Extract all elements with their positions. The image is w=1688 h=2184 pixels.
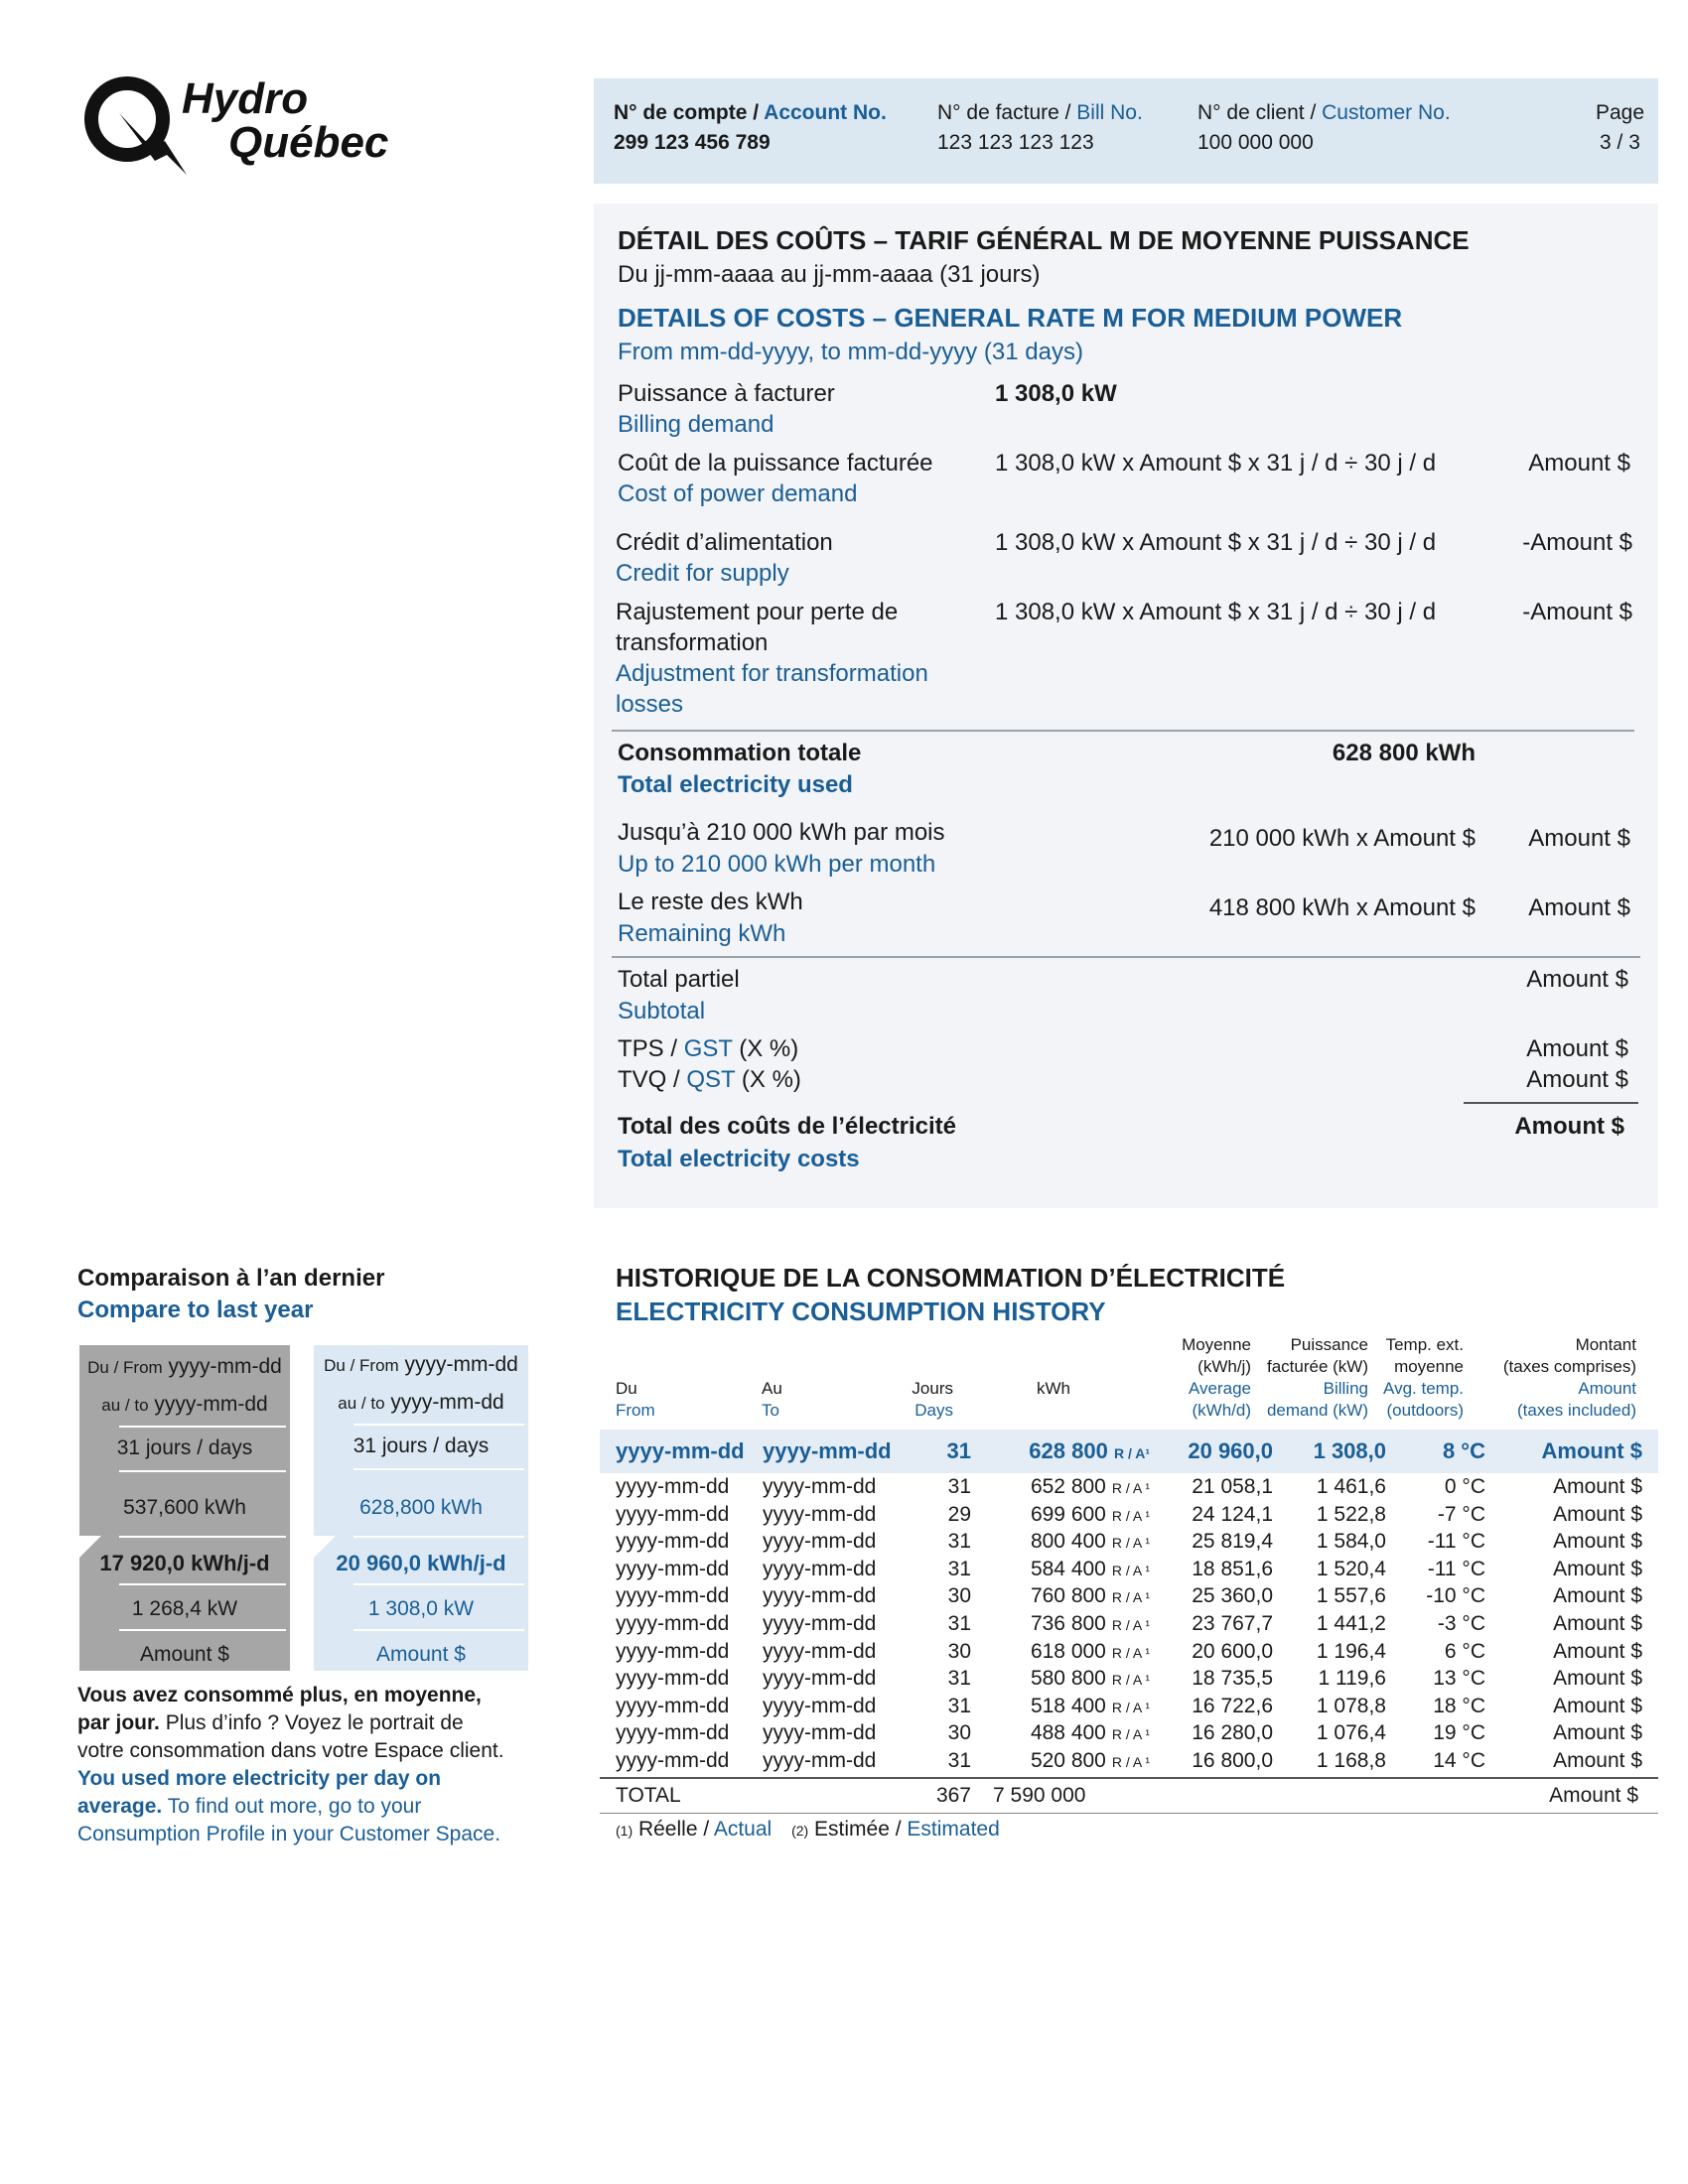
cell-from: yyyy-mm-dd xyxy=(616,1612,730,1635)
to-label: au / to xyxy=(338,1394,385,1413)
transfo-label-en-1: Adjustment for transformation xyxy=(616,660,928,687)
transfo-label-fr-1: Rajustement pour perte de xyxy=(616,599,899,625)
reading-type: R / A ¹ xyxy=(1111,1480,1150,1496)
logo-text-line1: Hydro xyxy=(182,74,309,123)
col-temp-en-2: (outdoors) xyxy=(1386,1401,1464,1420)
compare-last-amount: Amount $ xyxy=(140,1643,229,1666)
divider xyxy=(353,1424,524,1426)
billing-demand-label-fr: Puissance à facturer xyxy=(618,380,835,407)
cell-amount: Amount $ xyxy=(1553,1612,1642,1635)
table-row xyxy=(616,1610,1658,1638)
compare-current-box xyxy=(314,1345,528,1671)
gst-amount: Amount $ xyxy=(1526,1035,1628,1062)
col-days-en: Days xyxy=(914,1401,953,1420)
cell-avg: 16 280,0 xyxy=(1192,1721,1273,1745)
col-temp-en-1: Avg. temp. xyxy=(1383,1379,1464,1398)
cell-demand: 1 119,6 xyxy=(1318,1667,1386,1691)
total-used-label-en: Total electricity used xyxy=(618,771,853,798)
gst-rate: (X %) xyxy=(732,1035,799,1062)
cell-from: yyyy-mm-dd xyxy=(616,1667,730,1691)
compare-current-days: 31 jours / days xyxy=(352,1434,490,1457)
cell-avg: 16 722,6 xyxy=(1192,1694,1273,1717)
supply-credit-calc: 1 308,0 kW x Amount $ x 31 j / d ÷ 30 j / d xyxy=(995,529,1437,556)
cell-demand: 1 168,8 xyxy=(1316,1749,1386,1772)
qst-label-fr: TVQ / xyxy=(618,1066,687,1093)
reading-type: R / A ¹ xyxy=(1111,1726,1150,1743)
total-days: 367 xyxy=(935,1784,971,1807)
cell-demand: 1 461,6 xyxy=(1316,1475,1386,1498)
kwh-value: 518 400 xyxy=(1030,1694,1106,1717)
cell-temp: -11 °C xyxy=(1427,1557,1485,1580)
power-cost-label-en: Cost of power demand xyxy=(618,480,858,507)
table-row xyxy=(616,1693,1658,1720)
cell-amount: Amount $ xyxy=(1553,1749,1642,1772)
cell-demand: 1 441,2 xyxy=(1316,1612,1386,1635)
customer-label-fr: N° de client / xyxy=(1197,101,1323,124)
cell-days: 31 xyxy=(947,1612,971,1635)
customer-label-en: Customer No. xyxy=(1322,101,1451,124)
logo-text-line2: Québec xyxy=(228,118,389,167)
reading-type: R / A ¹ xyxy=(1111,1672,1150,1689)
note-fr-bold-2: par jour. xyxy=(77,1711,160,1734)
cell-days: 30 xyxy=(947,1721,971,1745)
customer-number-block xyxy=(1197,98,1451,158)
kwh-value: 520 800 xyxy=(1030,1749,1106,1772)
cell-demand: 1 584,0 xyxy=(1316,1530,1386,1554)
col-demand-fr-1: Puissance xyxy=(1290,1335,1368,1354)
billing-demand-label-en: Billing demand xyxy=(618,411,774,438)
power-cost-amount: Amount $ xyxy=(1528,450,1630,477)
page-number-block xyxy=(1596,98,1644,158)
account-number-block xyxy=(614,98,887,158)
history-total-row xyxy=(616,1782,1658,1810)
cell-avg: 24 124,1 xyxy=(1192,1502,1273,1526)
cell-from: yyyy-mm-dd xyxy=(616,1502,730,1526)
cell-to: yyyy-mm-dd xyxy=(763,1530,877,1554)
cell-demand: 1 196,4 xyxy=(1316,1639,1386,1663)
total-label: TOTAL xyxy=(616,1784,681,1807)
bill-label-fr: N° de facture / xyxy=(937,101,1077,124)
details-title-fr: DÉTAIL DES COÛTS – TARIF GÉNÉRAL M DE MOYENNE PUISSANCE xyxy=(618,225,1470,255)
note-en-bold: You used more electricity per day on xyxy=(77,1767,442,1790)
cell-from: yyyy-mm-dd xyxy=(616,1530,730,1554)
reading-type: R / A ¹ xyxy=(1111,1535,1150,1552)
divider xyxy=(119,1536,286,1538)
cell-from: yyyy-mm-dd xyxy=(616,1475,730,1498)
divider xyxy=(600,1777,1658,1779)
cell-kwh xyxy=(1031,1665,1150,1694)
subtotal-label-fr: Total partiel xyxy=(618,966,740,993)
cell-to: yyyy-mm-dd xyxy=(763,1721,877,1745)
cell-days: 31 xyxy=(947,1667,971,1691)
kwh-value: 736 800 xyxy=(1030,1612,1106,1635)
compare-title-fr: Comparaison à l’an dernier xyxy=(77,1265,385,1292)
from-date: yyyy-mm-dd xyxy=(404,1353,518,1376)
cell-avg: 23 767,7 xyxy=(1192,1612,1273,1635)
compare-current-kwh: 628,800 kWh xyxy=(359,1496,483,1519)
from-label: Du / From xyxy=(324,1356,399,1375)
note-fr-text: Plus d’info ? Voyez le portrait de xyxy=(159,1711,464,1734)
table-row xyxy=(616,1665,1658,1693)
gst-label-en: GST xyxy=(683,1035,733,1062)
legend-estimated-fr: Estimée / xyxy=(808,1818,908,1841)
kwh-value: 618 000 xyxy=(1030,1639,1106,1663)
col-from-en: From xyxy=(616,1401,655,1420)
cell-temp: -10 °C xyxy=(1426,1584,1485,1608)
remaining-label-fr: Le reste des kWh xyxy=(618,888,803,915)
note-fr-text-2: votre consommation dans votre Espace client. xyxy=(77,1739,504,1762)
cell-to: yyyy-mm-dd xyxy=(763,1667,877,1691)
cell-to: yyyy-mm-dd xyxy=(763,1584,877,1608)
remaining-calc: 418 800 kWh x Amount $ xyxy=(1208,894,1476,921)
supply-credit-label-en: Credit for supply xyxy=(616,560,789,587)
table-row xyxy=(616,1528,1658,1556)
power-cost-label-fr: Coût de la puissance facturée xyxy=(618,450,933,477)
col-from-fr: Du xyxy=(616,1379,637,1398)
details-title-en: DETAILS OF COSTS – GENERAL RATE M FOR MEDIUM POWER xyxy=(618,303,1403,333)
account-number: 299 123 456 789 xyxy=(614,131,771,154)
qst-label-en: QST xyxy=(686,1066,736,1093)
cell-amount: Amount $ xyxy=(1553,1502,1642,1526)
transfo-calc: 1 308,0 kW x Amount $ x 31 j / d ÷ 30 j / d xyxy=(995,599,1437,625)
reading-type: R / A ¹ xyxy=(1111,1589,1150,1606)
transfo-amount: -Amount $ xyxy=(1522,599,1632,625)
cell-from: yyyy-mm-dd xyxy=(616,1749,730,1772)
account-label-fr: N° de compte / xyxy=(614,101,765,124)
note-en-text: To find out more, go to your xyxy=(162,1795,422,1818)
compare-title-en: Compare to last year xyxy=(77,1297,314,1323)
note-en-text-2: Consumption Profile in your Customer Space. xyxy=(77,1823,501,1845)
divider xyxy=(119,1629,286,1631)
table-row xyxy=(616,1719,1658,1747)
cell-avg: 20 960,0 xyxy=(1188,1438,1273,1463)
cell-from: yyyy-mm-dd xyxy=(616,1438,745,1463)
account-label-en: Account No. xyxy=(764,101,887,124)
from-date: yyyy-mm-dd xyxy=(168,1355,282,1378)
cell-kwh xyxy=(1031,1719,1150,1748)
history-title-en: ELECTRICITY CONSUMPTION HISTORY xyxy=(616,1297,1106,1326)
page-number: 3 / 3 xyxy=(1600,131,1640,154)
col-temp-fr-2: moyenne xyxy=(1394,1357,1464,1376)
divider xyxy=(353,1468,524,1470)
divider xyxy=(119,1583,286,1585)
cell-temp: -11 °C xyxy=(1427,1530,1485,1554)
from-label: Du / From xyxy=(87,1358,163,1377)
cell-to: yyyy-mm-dd xyxy=(763,1694,877,1717)
cell-avg: 20 600,0 xyxy=(1192,1639,1273,1663)
reading-type: R / A ¹ xyxy=(1111,1507,1150,1524)
to-date: yyyy-mm-dd xyxy=(390,1391,504,1414)
compare-last-kw: 1 268,4 kW xyxy=(131,1597,238,1620)
cell-temp: 18 °C xyxy=(1433,1694,1485,1717)
col-avg-en-2: (kWh/d) xyxy=(1192,1401,1251,1420)
reading-type: R / A ¹ xyxy=(1111,1754,1150,1770)
upto-label-en: Up to 210 000 kWh per month xyxy=(618,851,936,878)
cell-avg: 18 735,5 xyxy=(1192,1667,1273,1691)
cell-from: yyyy-mm-dd xyxy=(616,1721,730,1745)
cell-to: yyyy-mm-dd xyxy=(763,1749,877,1772)
supply-credit-amount: -Amount $ xyxy=(1522,529,1632,556)
gst-label xyxy=(618,1033,798,1064)
compare-current-amount: Amount $ xyxy=(376,1643,466,1666)
cell-demand: 1 308,0 xyxy=(1313,1438,1386,1463)
compare-current-avg: 20 960,0 kWh/j-d xyxy=(336,1551,506,1575)
cell-to: yyyy-mm-dd xyxy=(763,1639,877,1663)
cell-kwh xyxy=(1031,1473,1150,1502)
table-row xyxy=(616,1582,1658,1610)
legend-note-1: (1) xyxy=(616,1823,633,1839)
note-en-bold-2: average. xyxy=(77,1795,163,1818)
cell-amount: Amount $ xyxy=(1553,1694,1642,1717)
col-demand-fr-2: facturée (kW) xyxy=(1266,1357,1368,1376)
cell-avg: 18 851,6 xyxy=(1192,1557,1273,1580)
total-used-label-fr: Consommation totale xyxy=(618,740,862,766)
cell-days: 31 xyxy=(947,1530,971,1554)
cell-temp: -3 °C xyxy=(1437,1612,1485,1635)
kwh-value: 584 400 xyxy=(1030,1557,1106,1580)
kwh-value: 488 400 xyxy=(1030,1721,1106,1745)
divider xyxy=(1464,1102,1638,1104)
divider xyxy=(353,1583,524,1585)
cell-from: yyyy-mm-dd xyxy=(616,1694,730,1717)
total-costs-label-en: Total electricity costs xyxy=(618,1146,860,1172)
cell-demand: 1 078,8 xyxy=(1316,1694,1386,1717)
cell-from: yyyy-mm-dd xyxy=(616,1639,730,1663)
compare-current-kw: 1 308,0 kW xyxy=(367,1597,475,1620)
transfo-label-fr-2: transformation xyxy=(616,629,769,656)
cell-days: 30 xyxy=(947,1639,971,1663)
compare-last-to xyxy=(79,1389,290,1421)
table-row xyxy=(616,1638,1658,1666)
history-legend xyxy=(616,1815,1000,1845)
billing-demand-value: 1 308,0 kW xyxy=(995,380,1117,407)
cell-temp: 0 °C xyxy=(1444,1475,1485,1498)
kwh-value: 699 600 xyxy=(1030,1502,1106,1526)
cell-kwh xyxy=(1031,1556,1150,1584)
bill-number: 123 123 123 123 xyxy=(937,131,1094,154)
kwh-value: 760 800 xyxy=(1030,1584,1106,1608)
cell-kwh xyxy=(1031,1528,1150,1557)
reading-type: R / A ¹ xyxy=(1111,1617,1150,1633)
account-header xyxy=(594,78,1658,184)
cell-amount: Amount $ xyxy=(1553,1557,1642,1580)
col-demand-en-1: Billing xyxy=(1323,1379,1368,1398)
cell-demand: 1 522,8 xyxy=(1316,1502,1386,1526)
cell-days: 31 xyxy=(947,1694,971,1717)
cell-days: 31 xyxy=(947,1475,971,1498)
subtotal-label-en: Subtotal xyxy=(618,998,706,1024)
cell-to: yyyy-mm-dd xyxy=(763,1502,877,1526)
bill-number-block xyxy=(937,98,1143,158)
cell-demand: 1 076,4 xyxy=(1316,1721,1386,1745)
col-to-en: To xyxy=(762,1401,779,1420)
total-kwh: 7 590 000 xyxy=(993,1784,1086,1807)
col-temp-fr-1: Temp. ext. xyxy=(1385,1335,1464,1354)
compare-last-kwh: 537,600 kWh xyxy=(123,1496,246,1519)
cell-temp: 8 °C xyxy=(1442,1438,1485,1463)
col-demand-en-2: demand (kW) xyxy=(1266,1401,1368,1420)
col-amount-en-2: (taxes included) xyxy=(1516,1401,1636,1420)
reading-type: R / A ¹ xyxy=(1111,1562,1150,1578)
details-period-fr: Du jj-mm-aaaa au jj-mm-aaaa (31 jours) xyxy=(618,261,1041,288)
total-costs-amount: Amount $ xyxy=(1514,1113,1624,1140)
cell-avg: 25 360,0 xyxy=(1192,1584,1273,1608)
bill-label-en: Bill No. xyxy=(1076,101,1143,124)
kwh-value: 628 800 xyxy=(1029,1438,1108,1463)
table-row xyxy=(616,1747,1658,1775)
cell-kwh xyxy=(1031,1501,1150,1530)
cell-kwh xyxy=(1029,1437,1150,1467)
compare-current-from xyxy=(314,1349,528,1381)
divider xyxy=(612,956,1640,958)
remaining-amount: Amount $ xyxy=(1528,894,1630,921)
cell-amount: Amount $ xyxy=(1553,1721,1642,1745)
qst-label xyxy=(618,1064,801,1095)
note-fr-bold: Vous avez consommé plus, en moyenne, xyxy=(77,1684,482,1706)
upto-amount: Amount $ xyxy=(1528,825,1630,852)
kwh-value: 800 400 xyxy=(1030,1530,1106,1554)
remaining-label-en: Remaining kWh xyxy=(618,920,786,947)
total-amount: Amount $ xyxy=(1549,1784,1638,1807)
compare-last-year-box xyxy=(79,1345,290,1671)
kwh-value: 580 800 xyxy=(1030,1667,1106,1691)
cell-kwh xyxy=(1031,1582,1150,1611)
table-row xyxy=(616,1556,1658,1583)
gst-label-fr: TPS / xyxy=(618,1035,684,1062)
cost-details-panel xyxy=(594,204,1658,1208)
cell-temp: 14 °C xyxy=(1433,1749,1485,1772)
transfo-label-en-2: losses xyxy=(616,691,684,718)
cell-days: 31 xyxy=(947,1749,971,1772)
cell-days: 31 xyxy=(946,1438,971,1463)
cell-to: yyyy-mm-dd xyxy=(763,1475,877,1498)
col-avg-fr-2: (kWh/j) xyxy=(1197,1357,1251,1376)
table-row xyxy=(616,1501,1658,1529)
table-row xyxy=(616,1473,1658,1501)
cell-temp: 6 °C xyxy=(1444,1639,1485,1663)
cell-kwh xyxy=(1031,1693,1150,1721)
col-amount-en-1: Amount xyxy=(1578,1379,1636,1398)
cell-to: yyyy-mm-dd xyxy=(763,1612,877,1635)
page-label: Page xyxy=(1595,101,1644,124)
compare-last-days: 31 jours / days xyxy=(116,1436,253,1459)
to-label: au / to xyxy=(101,1396,149,1415)
reading-type: R / A ¹ xyxy=(1111,1699,1150,1715)
divider xyxy=(600,1813,1658,1814)
compare-current-to xyxy=(314,1387,528,1419)
divider xyxy=(119,1470,286,1472)
cell-to: yyyy-mm-dd xyxy=(763,1438,892,1463)
cell-amount: Amount $ xyxy=(1541,1438,1642,1463)
cell-amount: Amount $ xyxy=(1553,1530,1642,1554)
cell-temp: -7 °C xyxy=(1437,1502,1485,1526)
cell-days: 31 xyxy=(947,1557,971,1580)
cell-from: yyyy-mm-dd xyxy=(616,1557,730,1580)
col-avg-en-1: Average xyxy=(1188,1379,1251,1398)
col-avg-fr-1: Moyenne xyxy=(1182,1335,1251,1354)
supply-credit-label-fr: Crédit d’alimentation xyxy=(616,529,833,556)
cell-avg: 16 800,0 xyxy=(1192,1749,1273,1772)
cell-demand: 1 520,4 xyxy=(1316,1557,1386,1580)
upto-calc: 210 000 kWh x Amount $ xyxy=(1208,825,1476,852)
compare-note xyxy=(77,1682,534,1848)
reading-type: R / A ¹ xyxy=(1111,1644,1150,1661)
total-used-value: 628 800 kWh xyxy=(1332,740,1476,766)
divider xyxy=(612,730,1634,732)
cell-kwh xyxy=(1031,1610,1150,1639)
total-costs-label-fr: Total des coûts de l’électricité xyxy=(618,1113,956,1140)
cell-avg: 21 058,1 xyxy=(1192,1475,1273,1498)
upto-label-fr: Jusqu’à 210 000 kWh par mois xyxy=(618,819,945,846)
history-current-row xyxy=(616,1437,1658,1465)
power-cost-calc: 1 308,0 kW x Amount $ x 31 j / d ÷ 30 j / d xyxy=(995,450,1437,477)
cell-temp: 13 °C xyxy=(1433,1667,1485,1691)
cell-kwh xyxy=(1031,1638,1150,1667)
legend-note-2: (2) xyxy=(791,1823,809,1839)
col-to-fr: Au xyxy=(762,1379,782,1398)
details-period-en: From mm-dd-yyyy, to mm-dd-yyyy (31 days) xyxy=(618,339,1083,365)
cell-amount: Amount $ xyxy=(1553,1639,1642,1663)
divider xyxy=(353,1629,524,1631)
divider xyxy=(353,1536,524,1538)
qst-amount: Amount $ xyxy=(1526,1066,1628,1093)
customer-number: 100 000 000 xyxy=(1197,131,1314,154)
cell-avg: 25 819,4 xyxy=(1192,1530,1273,1554)
history-title-fr: HISTORIQUE DE LA CONSOMMATION D’ÉLECTRICITÉ xyxy=(616,1263,1286,1293)
reading-type: R / A¹ xyxy=(1113,1445,1150,1461)
kwh-value: 652 800 xyxy=(1030,1475,1106,1498)
cell-temp: 19 °C xyxy=(1433,1721,1485,1745)
qst-rate: (X %) xyxy=(735,1066,801,1093)
hydro-quebec-logo xyxy=(79,71,407,181)
cell-to: yyyy-mm-dd xyxy=(763,1557,877,1580)
cell-days: 30 xyxy=(947,1584,971,1608)
col-amount-fr-1: Montant xyxy=(1575,1335,1636,1354)
col-amount-fr-2: (taxes comprises) xyxy=(1502,1357,1636,1376)
subtotal-amount: Amount $ xyxy=(1526,966,1628,993)
col-days-fr: Jours xyxy=(912,1379,953,1398)
cell-demand: 1 557,6 xyxy=(1316,1584,1386,1608)
to-date: yyyy-mm-dd xyxy=(154,1393,268,1416)
cell-amount: Amount $ xyxy=(1553,1667,1642,1691)
legend-estimated-en: Estimated xyxy=(907,1818,1000,1841)
cell-kwh xyxy=(1031,1747,1150,1776)
divider xyxy=(119,1426,286,1428)
compare-last-from xyxy=(79,1351,290,1383)
cell-amount: Amount $ xyxy=(1553,1584,1642,1608)
legend-actual-fr: Réelle / xyxy=(633,1818,714,1841)
cell-amount: Amount $ xyxy=(1553,1475,1642,1498)
compare-last-avg: 17 920,0 kWh/j-d xyxy=(99,1551,270,1575)
col-kwh: kWh xyxy=(1037,1379,1070,1398)
legend-actual-en: Actual xyxy=(713,1818,773,1841)
cell-days: 29 xyxy=(947,1502,971,1526)
cell-from: yyyy-mm-dd xyxy=(616,1584,730,1608)
